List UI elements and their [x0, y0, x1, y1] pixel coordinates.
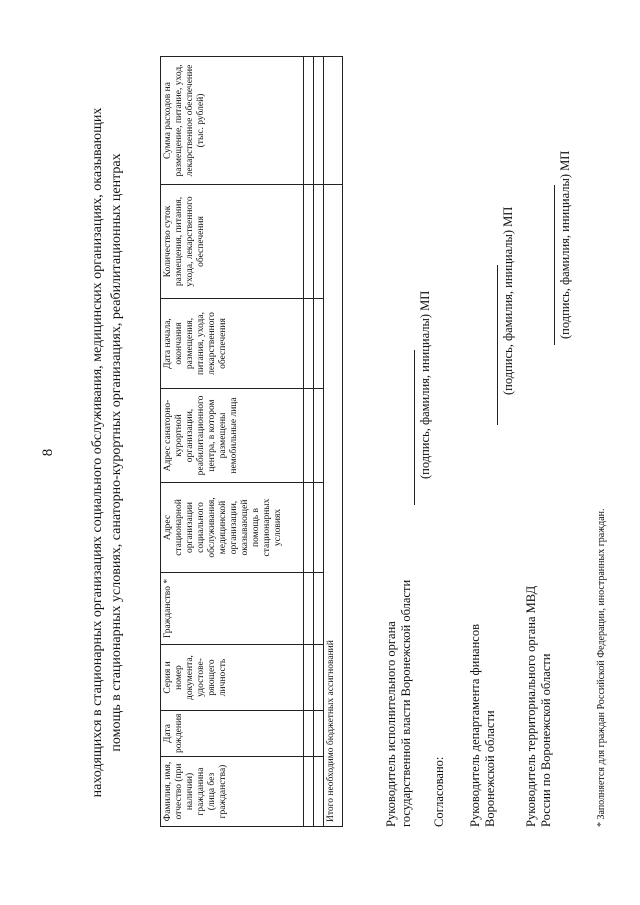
head-signature-caption: (подпись, фамилия, инициалы) МП: [418, 290, 432, 479]
stamp-mark: МП: [558, 150, 572, 171]
page-number: 8: [40, 448, 56, 457]
mvd-line-1: Руководитель территориального органа МВД: [524, 585, 538, 827]
header-period-dates: Дата начала, окончания размещения, питания, ухода, лекарственного обеспечения: [161, 299, 304, 389]
header-days-count: Количество суток размещения, питания, ухода, лекарственного обеспечения: [161, 185, 304, 299]
total-value: [324, 57, 343, 185]
finance-signature-line: [497, 265, 498, 425]
mvd-signatory: [524, 586, 554, 827]
mvd-signature-line: [554, 185, 555, 345]
finance-signature-caption: (подпись, фамилия, инициалы) МП: [501, 206, 515, 395]
expenses-table: [160, 56, 343, 827]
table-header-row: [161, 57, 304, 827]
header-full-name: Фамилия, имя, отчество (при наличии) гражданина (лица без гражданства): [161, 757, 304, 827]
stamp-mark: МП: [501, 206, 515, 227]
header-sanatorium-address: Адрес санаторно-курортной организации, реабилитационного центра, в котором размещены немобильные лица: [161, 389, 304, 483]
agreed-label: Согласовано:: [432, 756, 446, 827]
finance-line-1: Руководитель департамента финансов: [468, 624, 482, 827]
footnote: * Заполняется для граждан Российской Федерации, иностранных граждан.: [596, 508, 607, 827]
header-id-document: Серия и номер документа, удостове-ряющего личность: [161, 645, 304, 711]
header-birth-date: Дата рождения: [161, 711, 304, 757]
total-label: Итого необходимо бюджетных ассигнований: [324, 185, 343, 827]
header-social-org-address: Адрес стационарной организации социального обслуживания, медицинской организации, оказывающей помощь в стационарных условиях: [161, 483, 304, 573]
total-row: [324, 57, 343, 827]
finance-signatory: [468, 624, 498, 827]
head-line-2: государственной власти Воронежской области: [399, 579, 413, 827]
head-line-1: Руководитель исполнительного органа: [384, 621, 398, 827]
head-signature-line: [414, 350, 415, 505]
finance-line-2: Воронежской области: [483, 710, 497, 827]
header-citizenship: Гражданство *: [161, 573, 304, 645]
heading-line-2: помощь в стационарных условиях, санаторно-курортных организациях, реабилитационных центрах: [109, 153, 124, 752]
mvd-line-2: России по Воронежской области: [539, 653, 553, 827]
document-heading: [88, 40, 126, 865]
table-row: [304, 57, 314, 827]
table-row: [314, 57, 324, 827]
stamp-mark: МП: [418, 290, 432, 311]
head-signatory: [384, 580, 414, 827]
heading-line-1: находящихся в стационарных организациях социального обслуживания, медицинских организациях, оказывающих: [90, 107, 105, 798]
mvd-signature-caption: (подпись, фамилия, инициалы) МП: [558, 150, 572, 339]
header-expense-sum: Сумма расходов на размещение, питание, уход, лекарственное обеспечение (тыс. рублей): [161, 57, 304, 185]
